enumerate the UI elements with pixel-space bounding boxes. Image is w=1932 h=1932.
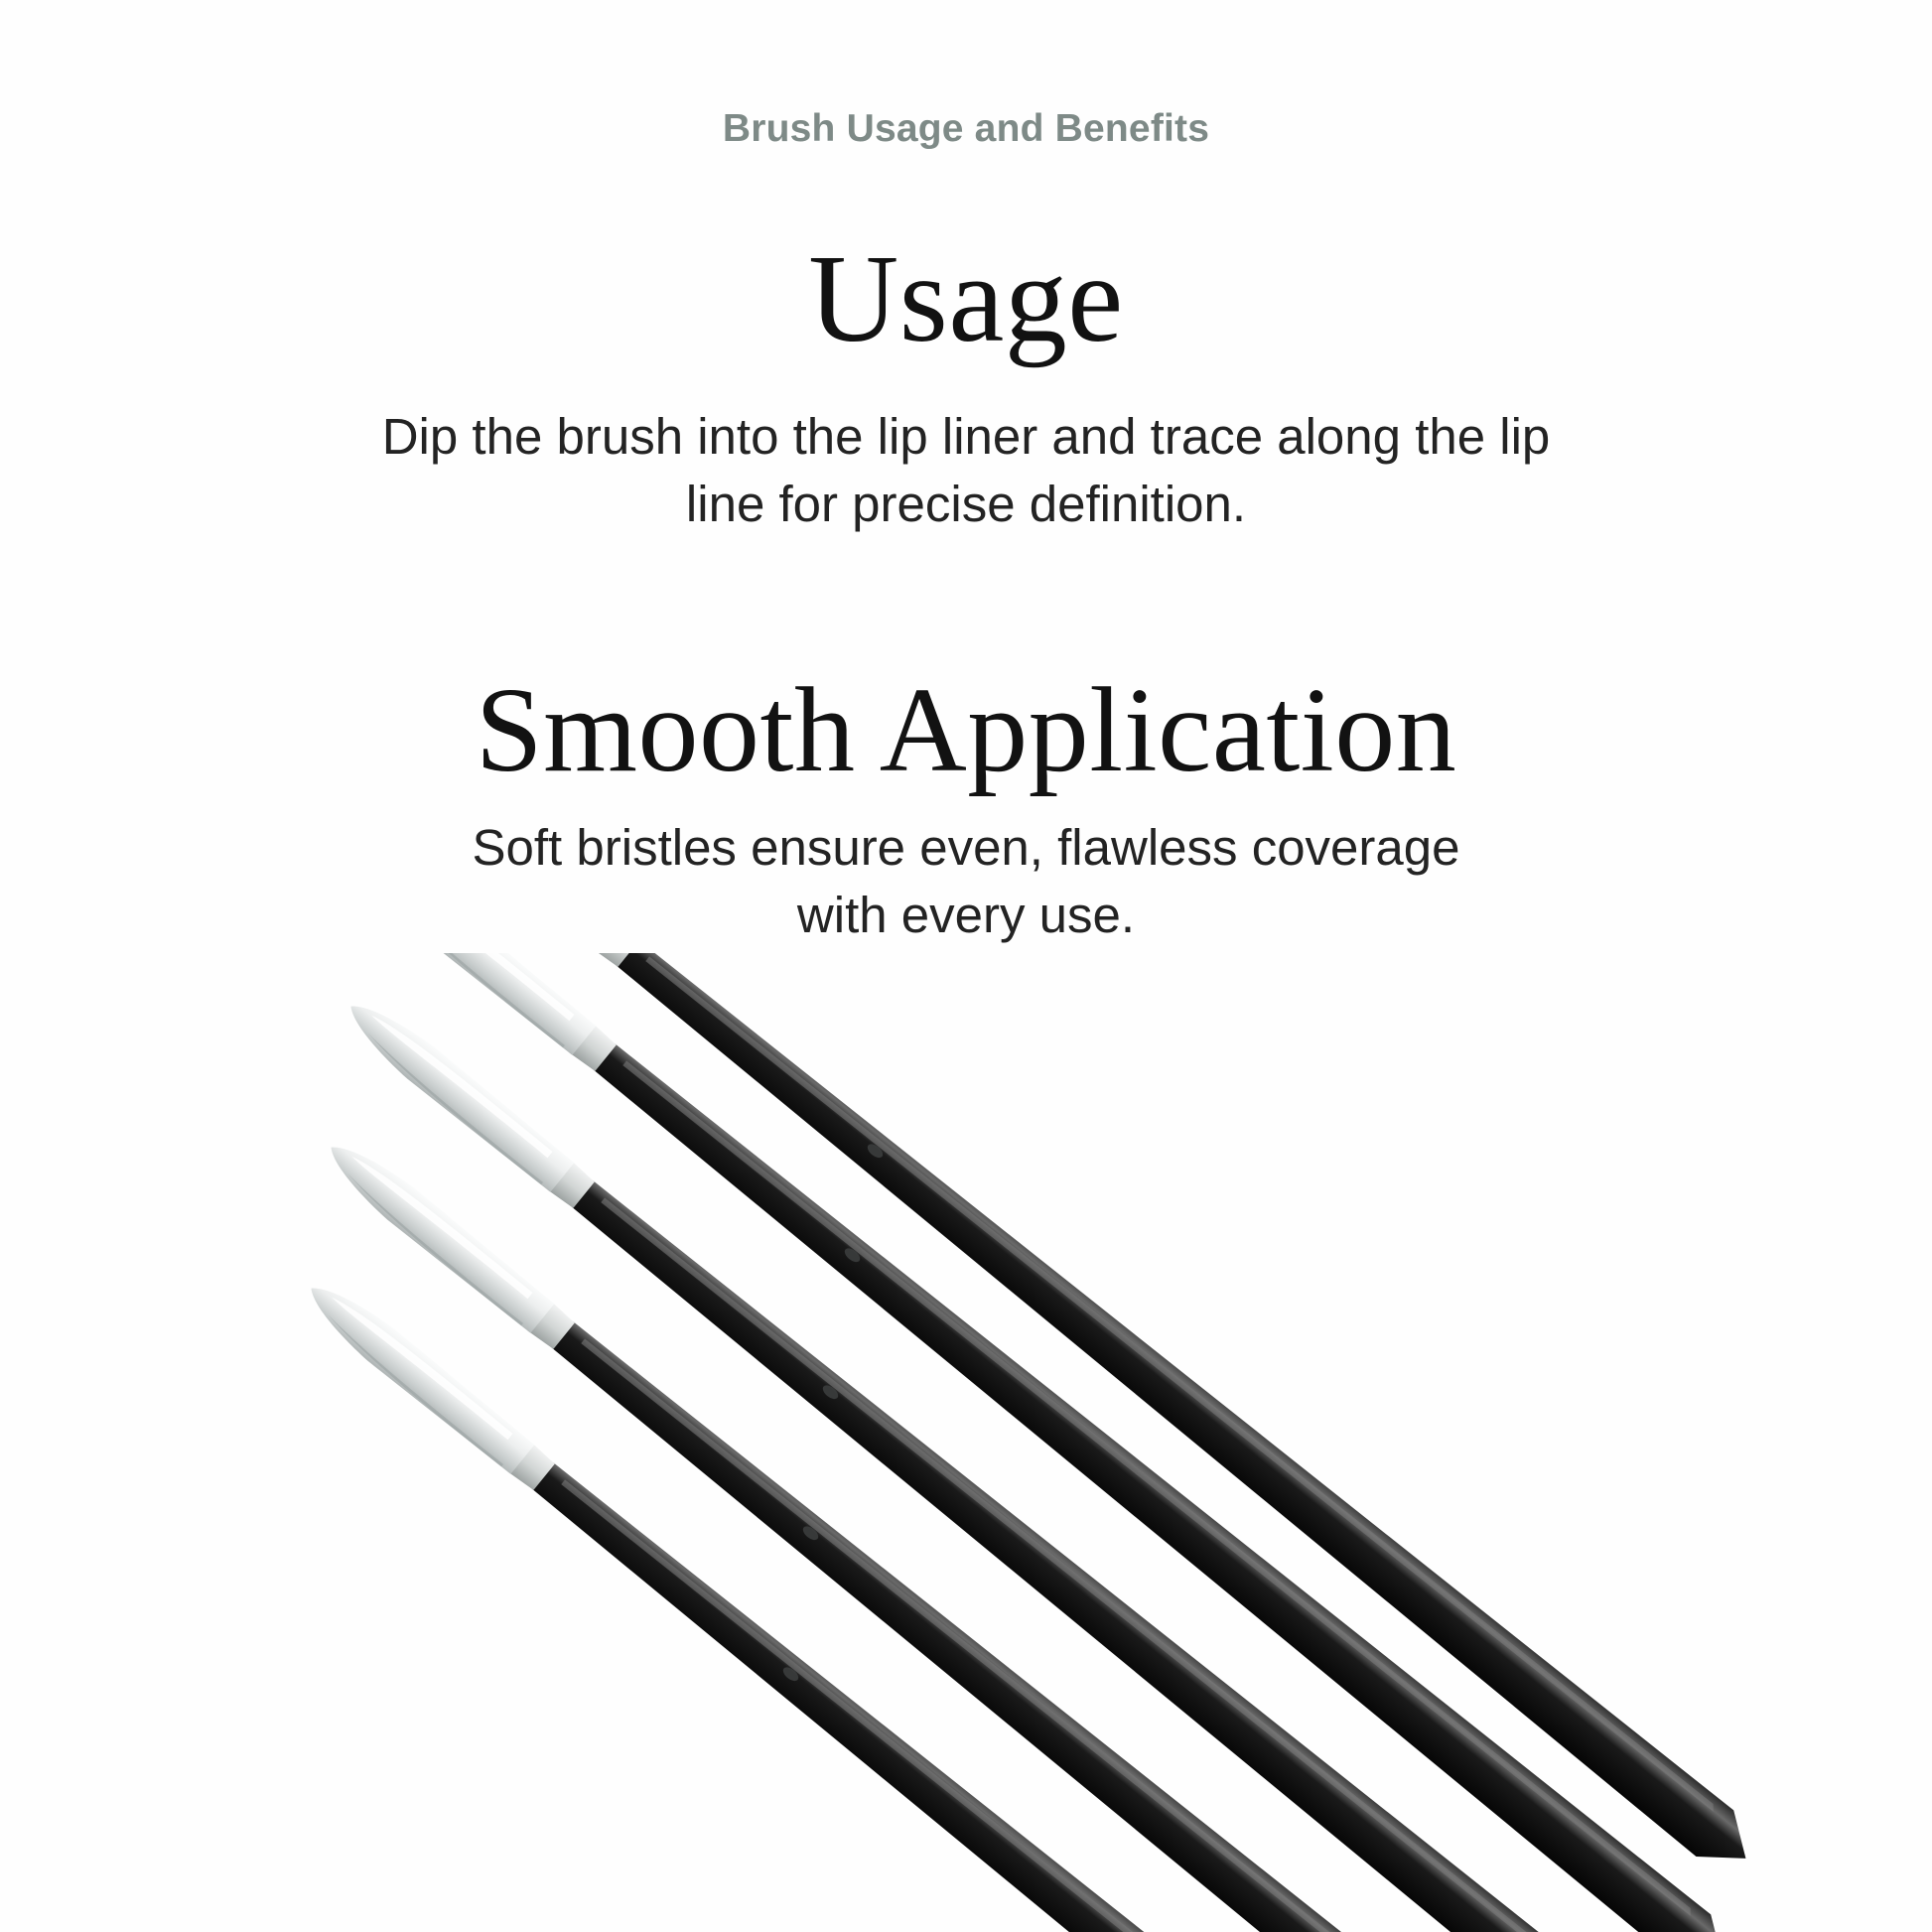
section-usage [0, 230, 1932, 538]
section-smooth-application [0, 663, 1932, 949]
brush-2 [354, 953, 1742, 1932]
smooth-application-body-text: Soft bristles ensure even, flawless coverage with every use. [472, 819, 1460, 943]
usage-body-text: Dip the brush into the lip liner and trace along the lip line for precise definition. [381, 408, 1551, 533]
smooth-application-heading: Smooth Application [475, 663, 1457, 797]
page-eyebrow-title: Brush Usage and Benefits [722, 107, 1210, 150]
brush-illustration-svg [0, 953, 1932, 1932]
usage-heading: Usage [808, 230, 1124, 368]
brush-product-image [0, 953, 1932, 1932]
